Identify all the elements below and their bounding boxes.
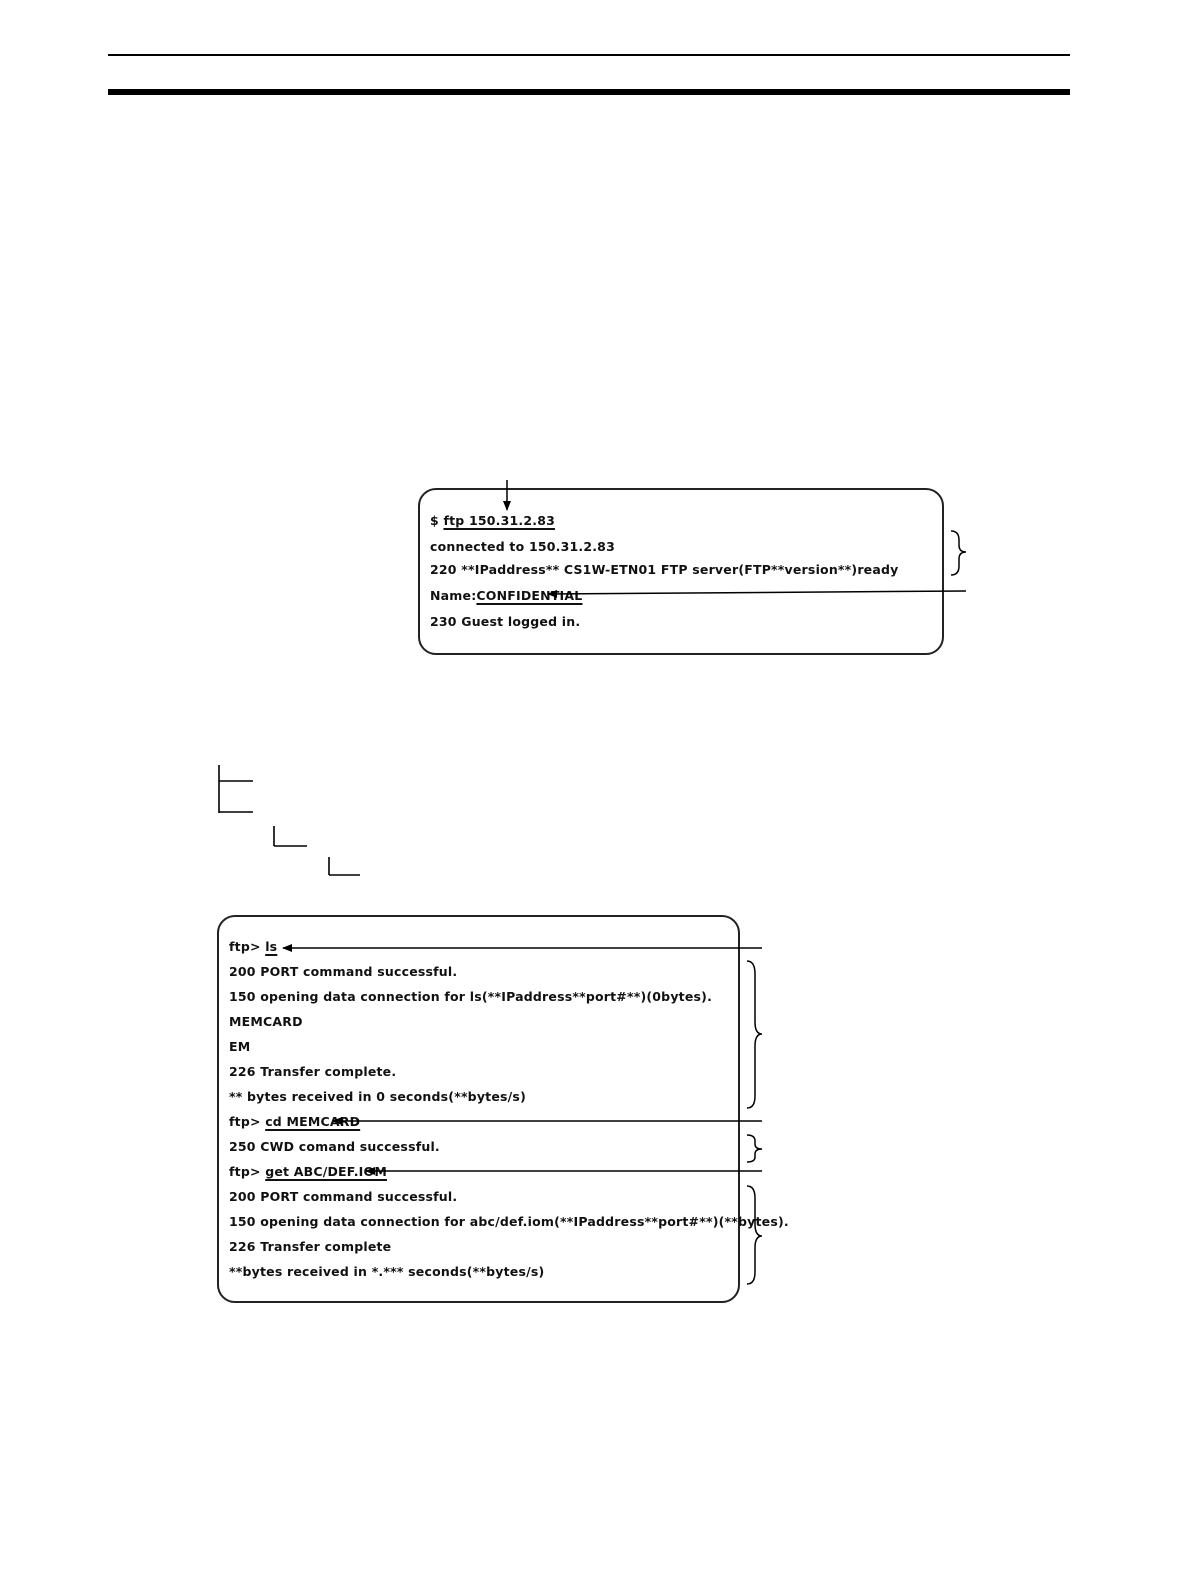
transfer-line-ls	[229, 939, 277, 954]
transfer-line-2: 150 opening data connection for ls(**IPaddress**port#**)(0bytes).	[229, 989, 713, 1004]
transfer-line-12: 226 Transfer complete	[229, 1239, 392, 1254]
transfer-line-11: 150 opening data connection for abc/def.iom(**IPaddress**port#**)(**bytes).	[229, 1214, 789, 1229]
ftp-command: ftp 150.31.2.83	[443, 513, 555, 528]
login-line-server-ready: 220 **IPaddress** CS1W-ETN01 FTP server(FTP**version**)ready	[430, 562, 899, 577]
header-thin-rule	[108, 54, 1070, 56]
header-thick-rule	[108, 89, 1070, 95]
login-line-ftp-command	[430, 513, 555, 528]
cd-response-brace	[747, 1135, 762, 1162]
ls-command: ls	[265, 939, 278, 954]
login-line-connected: connected to 150.31.2.83	[430, 539, 615, 554]
prompt: $	[430, 513, 444, 528]
cd-command: cd MEMCARD	[265, 1114, 361, 1129]
get-response-brace	[747, 1186, 762, 1284]
transfer-line-5: 226 Transfer complete.	[229, 1064, 397, 1079]
transfer-line-10: 200 PORT command successful.	[229, 1189, 458, 1204]
transfer-line-13: **bytes received in *.*** seconds(**bytes/s)	[229, 1264, 545, 1279]
prompt: ftp>	[229, 939, 266, 954]
login-line-logged-in: 230 Guest logged in.	[430, 614, 581, 629]
transfer-line-1: 200 PORT command successful.	[229, 964, 458, 979]
ls-response-brace	[747, 961, 762, 1108]
transfer-line-8: 250 CWD comand successful.	[229, 1139, 440, 1154]
get-command: get ABC/DEF.IOM	[265, 1164, 387, 1179]
transfer-line-cd	[229, 1114, 360, 1129]
name-prompt: Name:	[430, 588, 477, 603]
transfer-line-6: ** bytes received in 0 seconds(**bytes/s)	[229, 1089, 526, 1104]
username-entry: CONFIDENTIAL	[476, 588, 583, 603]
prompt: ftp>	[229, 1114, 266, 1129]
transfer-line-3: MEMCARD	[229, 1014, 303, 1029]
login-response-brace	[951, 531, 966, 575]
login-line-name	[430, 588, 582, 603]
prompt: ftp>	[229, 1164, 266, 1179]
transfer-line-4: EM	[229, 1039, 251, 1054]
transfer-line-get	[229, 1164, 387, 1179]
